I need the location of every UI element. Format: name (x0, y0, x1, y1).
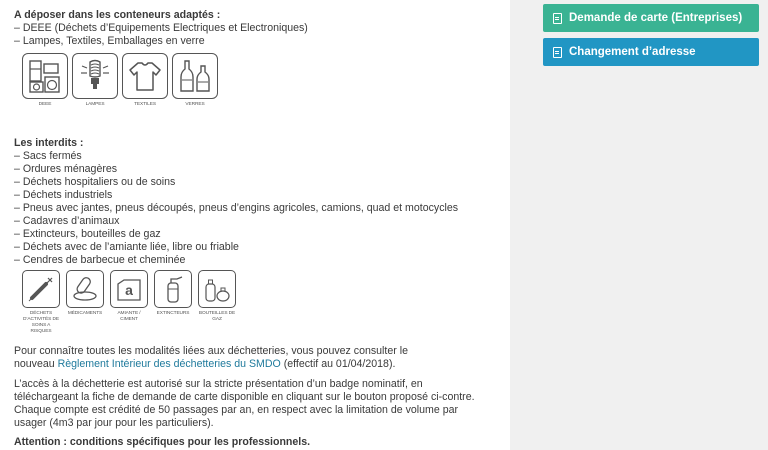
reglement-link[interactable]: Règlement Intérieur des déchetteries du SMDO (57, 358, 281, 370)
forbidden-icon-label: EXTINCTEURS (156, 311, 190, 316)
deposit-line: – Lampes, Textiles, Emballages en verre (14, 35, 205, 47)
sidebar (510, 0, 768, 450)
deposit-icons (22, 53, 222, 108)
deposit-icon-label: LAMPES (85, 102, 105, 107)
forbidden-line: – Sacs fermés (14, 150, 82, 162)
forbidden-line: – Cadavres d’animaux (14, 215, 120, 227)
forbidden-icon-medicaments (66, 270, 104, 335)
info-paragraph-2-line: téléchargeant la fiche de demande de carte disponible en cliquant sur le bouton proposé ci-contre. (14, 391, 475, 403)
document-icon (553, 47, 562, 58)
forbidden-icon-label: AMIANTE / CIMENT (117, 311, 141, 322)
asbestos-icon (114, 274, 144, 304)
attention-text: Attention : conditions spécifiques pour les professionnels. (14, 436, 311, 448)
forbidden-line: – Ordures ménagères (14, 163, 118, 175)
info-paragraph-2-line: L’accès à la déchetterie est autorisé sur la stricte présentation d’un badge nominatif, en (14, 378, 423, 390)
deposit-line: – DEEE (Déchets d’Equipements Electriques et Electroniques) (14, 22, 308, 34)
info-paragraph-2-line: usager (4m3 par jour pour les particuliers). (14, 417, 214, 429)
changement-adresse-button[interactable] (543, 38, 759, 66)
deposit-icon-textiles (122, 53, 168, 108)
deposit-icon-lampes (72, 53, 118, 108)
info-suffix: (effectif au 01/04/2018). (280, 358, 396, 370)
forbidden-line: – Pneus avec jantes, pneus découpés, pneus d’engins agricoles, camions, quad et motocycles (14, 202, 459, 214)
forbidden-line: – Déchets industriels (14, 189, 113, 201)
lamp-icon (77, 58, 113, 94)
deposit-icon-deee (22, 53, 68, 108)
changement-adresse-label: Changement d’adresse (569, 46, 696, 58)
info-paragraph-1-line: Pour connaître toutes les modalités liées aux déchetteries, vous pouvez consulter le (14, 345, 408, 357)
forbidden-icon-amiante (110, 270, 148, 335)
pills-icon (70, 274, 100, 304)
forbidden-line: – Déchets hospitaliers ou de soins (14, 176, 176, 188)
info-prefix: nouveau (14, 358, 58, 370)
appliances-icon (27, 58, 63, 94)
forbidden-icon-dasri (22, 270, 60, 335)
forbidden-icon-label: DÉCHETS D’ACTIVITÉS DE SOINS A RISQUES (23, 311, 59, 334)
forbidden-icon-label: MÉDICAMENTS (67, 311, 103, 316)
demande-carte-label: Demande de carte (Entreprises) (569, 12, 743, 24)
svg-text:a: a (125, 282, 133, 298)
deposit-icon-label: DEEE (38, 102, 52, 107)
info-paragraph-2-line: Chaque compte est crédité de 50 passages par an, en respect avec la limitation de volume par (14, 404, 459, 416)
forbidden-title: Les interdits : (14, 137, 84, 149)
info-paragraph-1-line (14, 358, 395, 371)
forbidden-icon-gaz (198, 270, 236, 335)
forbidden-icon-extincteurs (154, 270, 192, 335)
tshirt-icon (127, 58, 163, 94)
syringe-icon (26, 274, 56, 304)
forbidden-icons (22, 270, 242, 335)
glass-bottles-icon (177, 58, 213, 94)
forbidden-line: – Cendres de barbecue et cheminée (14, 254, 186, 266)
deposit-icon-verres (172, 53, 218, 108)
deposit-icon-label: VERRES (185, 102, 205, 107)
deposit-icon-label: TEXTILES (134, 102, 156, 107)
extinguisher-icon (158, 274, 188, 304)
forbidden-icon-label: BOUTEILLES DE GAZ (198, 311, 236, 322)
document-icon (553, 13, 562, 24)
forbidden-line: – Déchets avec de l’amiante liée, libre ou friable (14, 241, 239, 253)
deposit-title: A déposer dans les conteneurs adaptés : (14, 9, 221, 21)
demande-carte-button[interactable] (543, 4, 759, 32)
forbidden-line: – Extincteurs, bouteilles de gaz (14, 228, 161, 240)
gas-bottles-icon (202, 274, 232, 304)
